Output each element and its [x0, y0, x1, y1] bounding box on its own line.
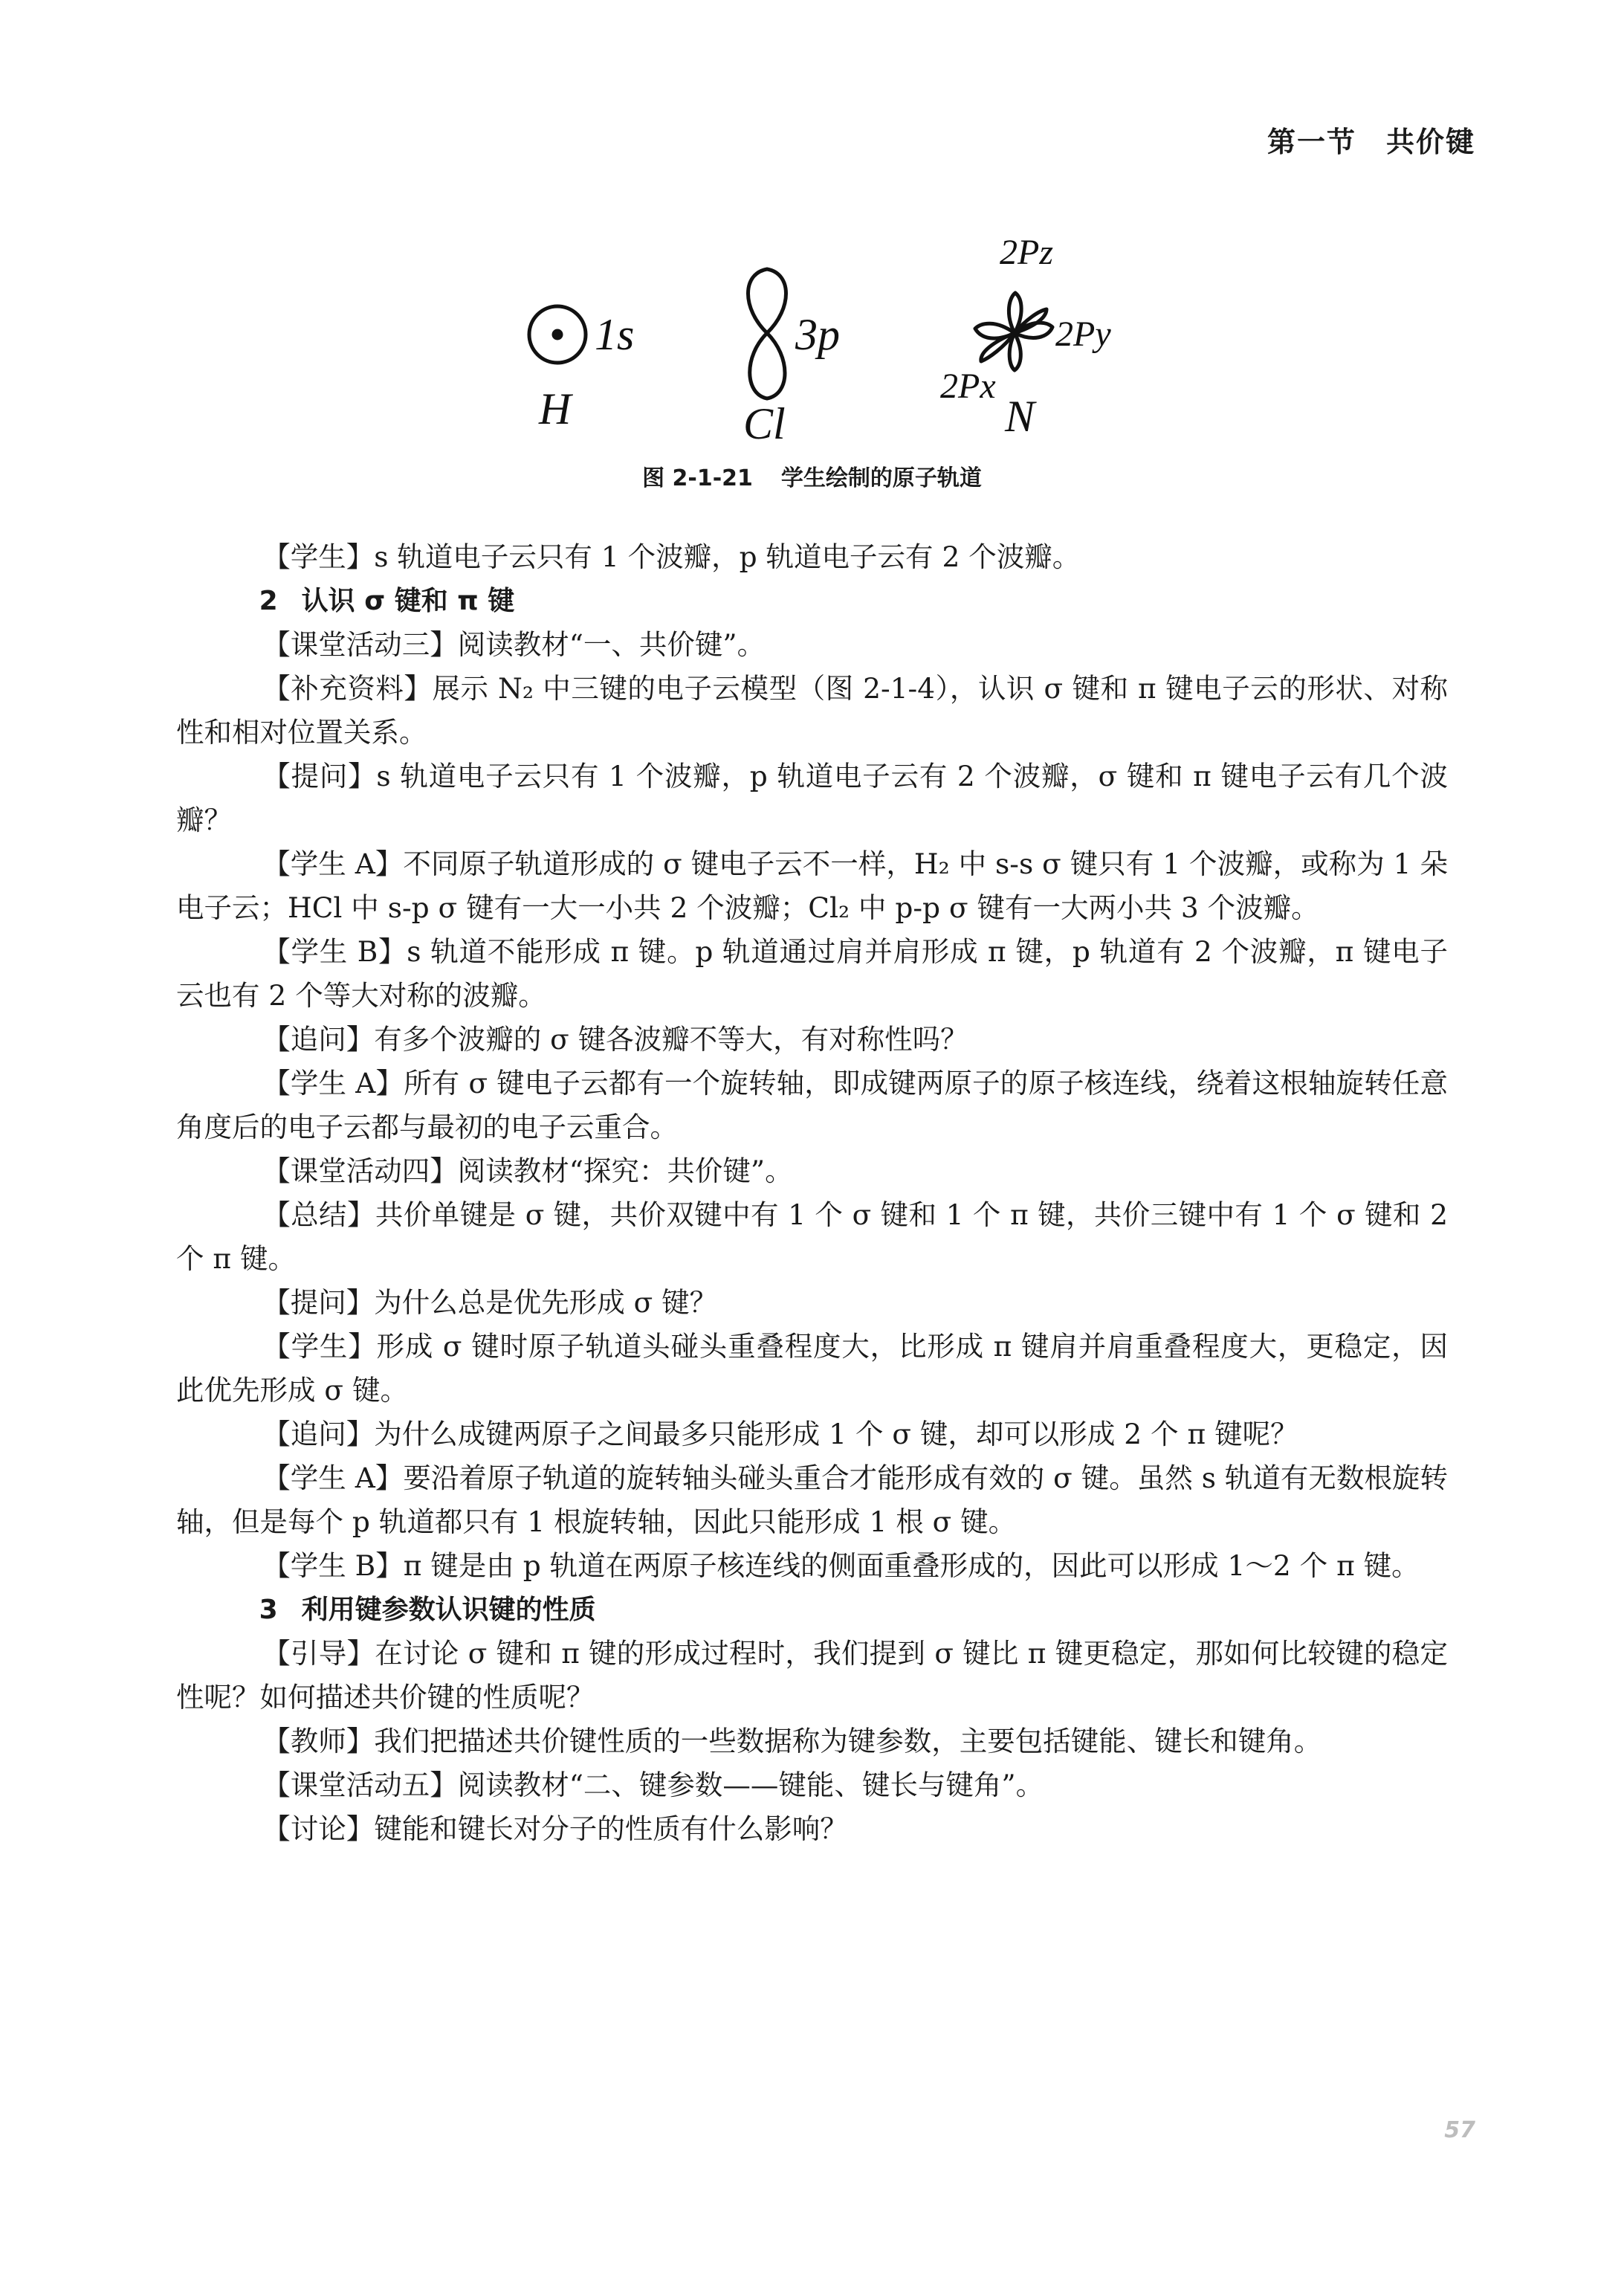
paragraph: 【学生 A】要沿着原子轨道的旋转轴头碰头重合才能形成有效的 σ 键。虽然 s 轨道有无数根旋转轴，但是每个 p 轨道都只有 1 根旋转轴，因此只能形成 1 根 σ 键。: [176, 1462, 1448, 1538]
label-cl-orbital: 3p: [795, 310, 840, 359]
header-title: 共价键: [1385, 126, 1475, 158]
paragraph: 【补充资料】展示 N₂ 中三键的电子云模型（图 2-1-4），认识 σ 键和 π 键电子云的形状、对称性和相对位置关系。: [176, 672, 1448, 749]
paragraph: 【追问】有多个波瓣的 σ 键各波瓣不等大，有对称性吗？: [262, 1023, 968, 1056]
paragraph: 【学生】s 轨道电子云只有 1 个波瓣，p 轨道电子云有 2 个波瓣。: [262, 540, 1081, 573]
label-cl-atom: Cl: [743, 399, 786, 448]
label-h-orbital: 1s: [595, 310, 635, 359]
section-heading-number: 2: [259, 586, 278, 616]
cl-p-orbital-lower-lobe: [750, 333, 785, 398]
paragraph: 【教师】我们把描述共价键性质的一些数据称为键参数，主要包括键能、键长和键角。: [262, 1725, 1322, 1757]
body-text: [176, 535, 1448, 1851]
label-n-px: 2Px: [940, 366, 996, 406]
section-heading-number: 3: [259, 1595, 278, 1625]
orbital-figure: [505, 223, 1137, 453]
paragraph: 【学生 A】不同原子轨道形成的 σ 键电子云不一样，H₂ 中 s-s σ 键只有 1 个波瓣，或称为 1 朵电子云；HCl 中 s-p σ 键有一大一小共 2 个波瓣；Cl₂ 中 p-p σ 键有一大两小共 3 个波瓣。: [176, 847, 1448, 924]
label-n-pz: 2Pz: [1000, 233, 1053, 272]
paragraph: 【课堂活动四】阅读教材“探究：共价键”。: [262, 1155, 793, 1187]
page-number: 57: [1444, 2117, 1475, 2143]
section-heading-2: [176, 579, 1448, 623]
paragraph: 【学生 B】π 键是由 p 轨道在两原子核连线的侧面重叠形成的，因此可以形成 1～2 个 π 键。: [262, 1549, 1420, 1582]
paragraph: 【引导】在讨论 σ 键和 π 键的形成过程时，我们提到 σ 键比 π 键更稳定，那如何比较键的稳定性呢？如何描述共价键的性质呢？: [176, 1637, 1448, 1714]
header-section: 第一节: [1266, 126, 1356, 158]
section-heading-text: 利用键参数认识键的性质: [301, 1595, 596, 1625]
figure-caption: [0, 459, 1624, 492]
cl-p-orbital-upper-lobe: [748, 269, 786, 333]
paragraph: 【提问】s 轨道电子云只有 1 个波瓣，p 轨道电子云有 2 个波瓣，σ 键和 π 键电子云有几个波瓣？: [176, 760, 1448, 836]
orbital-drawing: [505, 223, 1137, 453]
paragraph: 【追问】为什么成键两原子之间最多只能形成 1 个 σ 键，却可以形成 2 个 π 键呢？: [262, 1418, 1298, 1450]
label-n-atom: N: [1005, 392, 1035, 441]
paragraph: 【课堂活动五】阅读教材“二、键参数——键能、键长与键角”。: [262, 1769, 1044, 1801]
running-header: [1267, 119, 1475, 160]
paragraph: 【课堂活动三】阅读教材“一、共价键”。: [262, 628, 766, 661]
paragraph: 【学生】形成 σ 键时原子轨道头碰头重叠程度大，比形成 π 键肩并肩重叠程度大，更稳定，因此优先形成 σ 键。: [176, 1330, 1448, 1407]
label-n-py: 2Py: [1055, 314, 1111, 354]
paragraph: 【学生 B】s 轨道不能形成 π 键。p 轨道通过肩并肩形成 π 键，p 轨道有 2 个波瓣，π 键电子云也有 2 个等大对称的波瓣。: [176, 935, 1448, 1012]
section-heading-text: 认识 σ 键和 π 键: [301, 586, 515, 616]
section-heading-3: [176, 1588, 1448, 1632]
paragraph: 【总结】共价单键是 σ 键，共价双键中有 1 个 σ 键和 1 个 π 键，共价三键中有 1 个 σ 键和 2 个 π 键。: [176, 1198, 1448, 1275]
paragraph: 【讨论】键能和键长对分子的性质有什么影响？: [262, 1812, 848, 1845]
figure-caption-number: 图 2-1-21: [642, 465, 753, 491]
paragraph: 【学生 A】所有 σ 键电子云都有一个旋转轴，即成键两原子的原子核连线，绕着这根轴旋转任意角度后的电子云都与最初的电子云重合。: [176, 1067, 1448, 1143]
label-h-atom: H: [539, 384, 572, 433]
h-nucleus-dot: [554, 331, 561, 338]
paragraph: 【提问】为什么总是优先形成 σ 键？: [262, 1286, 718, 1319]
figure-caption-text: 学生绘制的原子轨道: [780, 465, 982, 491]
